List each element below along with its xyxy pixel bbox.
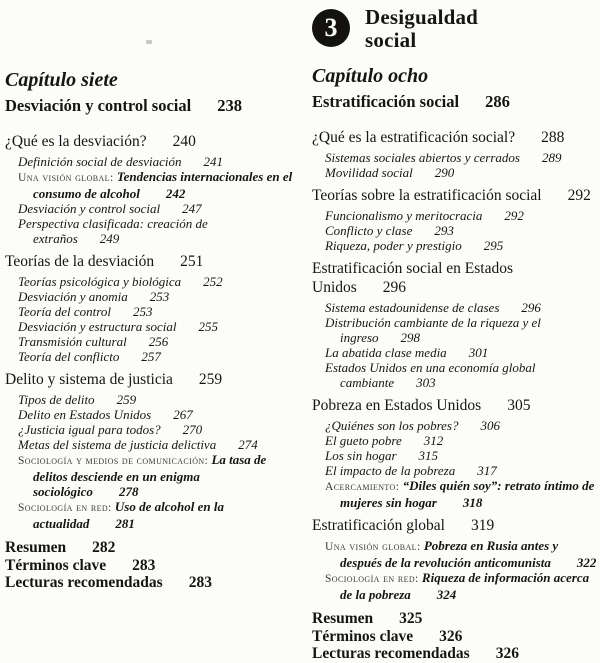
toc-entry-section: [312, 516, 598, 535]
entry-page-number: 292: [567, 187, 591, 204]
entry-page-number: 259: [198, 371, 223, 388]
entry-page-number: 296: [382, 279, 407, 296]
entry-title: El impacto de la pobreza: [325, 463, 456, 478]
entry-title: ¿Justicia igual para todos?: [18, 422, 161, 437]
toc-entry-sub: [312, 360, 598, 390]
entry-page-number: 257: [141, 349, 161, 364]
entry-title: El gueto pobre: [325, 433, 402, 448]
toc-entry-end: [5, 575, 294, 592]
entry-title: Desviación y control social: [5, 96, 192, 115]
toc-entry-feature: [5, 452, 294, 499]
entry-title: La tasa de delitos desciende en un enigma sociológico: [33, 452, 267, 499]
toc-entry-sub: [5, 319, 294, 334]
entry-title: Los sin hogar: [325, 448, 397, 463]
toc-entry-feature: [5, 499, 294, 531]
toc-entry-section: [5, 252, 294, 271]
toc-entry-feature: [5, 169, 294, 201]
toc-entry-end: [5, 558, 294, 575]
part-number-badge: [312, 9, 350, 47]
feature-label: Una visión global:: [18, 172, 117, 184]
entry-title: Teorías psicológica y biológica: [18, 274, 182, 289]
entry-title: Lecturas recomendadas: [5, 574, 163, 591]
entry-page-number: 267: [173, 407, 193, 422]
toc-entry-sub: [5, 304, 294, 319]
entry-title: Perspectiva clasificada: creación de extraños: [18, 216, 208, 246]
entry-page-number: 295: [483, 238, 504, 253]
toc-entry-sub: [5, 349, 294, 364]
entry-page-number: 259: [116, 392, 137, 407]
entry-title: Metas del sistema de justicia delictiva: [18, 437, 217, 452]
entry-title: Resumen: [312, 610, 374, 627]
entry-title: Distribución cambiante de la riqueza y el ingreso: [325, 315, 541, 345]
entry-page-number: 283: [188, 574, 212, 591]
toc-entry-end: [312, 611, 598, 628]
toc-entry-sub: [312, 418, 598, 433]
entry-page-number: 326: [495, 645, 519, 662]
entry-title: Delito en Estados Unidos: [18, 407, 152, 422]
entry-title: Pobreza en Rusia antes y después de la revolución anticomunista: [340, 538, 559, 570]
toc-entry-sub: [5, 407, 294, 422]
toc-entry-section: [312, 396, 598, 415]
entry-title: Transmisión cultural: [18, 334, 127, 349]
entry-page-number: 274: [238, 437, 258, 452]
entry-title: La abatida clase media: [325, 345, 447, 360]
entry-page-number: 298: [400, 330, 421, 345]
entry-title: Definición social de desviación: [18, 154, 182, 169]
entry-page-number: 296: [521, 300, 541, 315]
entry-title: Lecturas recomendadas: [312, 645, 470, 662]
entry-page-number: 278: [118, 484, 139, 499]
entry-page-number: 325: [399, 610, 423, 627]
entry-page-number: 290: [434, 165, 455, 180]
toc-entry-end: [312, 629, 598, 646]
entry-title: Uso de alcohol en la actualidad: [33, 499, 224, 531]
entry-page-number: 305: [507, 397, 531, 414]
feature-label: Sociología en red:: [18, 502, 115, 514]
chapter-7-label: Capítulo siete: [5, 69, 118, 91]
entry-title: Pobreza en Estados Unidos: [312, 397, 482, 414]
toc-entry-sub: [5, 201, 294, 216]
toc-entry-sub: [5, 274, 294, 289]
chapter-7-entries: [5, 96, 294, 592]
entry-page-number: 289: [541, 150, 562, 165]
entry-title: Conflicto y clase: [325, 223, 413, 238]
entry-page-number: 303: [416, 375, 436, 390]
entry-title: Teoría del conflicto: [18, 349, 120, 364]
toc-entry-section: [312, 186, 598, 205]
toc-entry-feature: [312, 478, 598, 510]
toc-entry-feature: [312, 538, 598, 570]
entry-page-number: 247: [182, 201, 202, 216]
entry-title: ¿Qué es la estratificación social?: [312, 129, 516, 146]
entry-page-number: 293: [434, 223, 454, 238]
scan-speck: [146, 40, 152, 44]
toc-entry-sub: [5, 216, 294, 246]
chapter-8-entries: [312, 92, 598, 663]
toc-entry-section: [312, 259, 598, 297]
entry-page-number: 319: [471, 517, 495, 534]
entry-title: Delito y sistema de justicia: [5, 371, 173, 388]
toc-entry-sub: [312, 315, 598, 345]
entry-page-number: 318: [462, 495, 483, 510]
toc-entry-section: [5, 132, 294, 151]
entry-page-number: 292: [504, 208, 524, 223]
entry-title: Resumen: [5, 539, 67, 556]
entry-page-number: 240: [172, 133, 196, 150]
entry-title: Teorías de la desviación: [5, 253, 155, 270]
entry-title: Desviación y anomia: [18, 289, 128, 304]
entry-page-number: 301: [468, 345, 489, 360]
toc-entry-sub: [312, 300, 598, 315]
entry-title: Movilidad social: [325, 165, 413, 180]
toc-entry-sub: [312, 208, 598, 223]
chapter-8-label: Capítulo ocho: [312, 65, 429, 87]
entry-page-number: 252: [203, 274, 223, 289]
entry-title: Tipos de delito: [18, 392, 95, 407]
entry-page-number: 251: [180, 253, 204, 270]
entry-page-number: 306: [480, 418, 500, 433]
entry-title: Sistemas sociales abiertos y cerrados: [325, 150, 520, 165]
entry-page-number: 270: [182, 422, 203, 437]
entry-title: Desviación y estructura social: [18, 319, 177, 334]
feature-label: Una visión global:: [325, 541, 424, 553]
toc-entry-sub: [312, 345, 598, 360]
entry-title: Estratificación global: [312, 517, 445, 534]
entry-page-number: 253: [132, 304, 153, 319]
entry-page-number: 288: [541, 129, 565, 146]
toc-entry-feature: [312, 570, 598, 602]
feature-label: Sociología en red:: [325, 573, 422, 585]
toc-entry-sub: [312, 223, 598, 238]
entry-title: “Diles quién soy”: retrato íntimo de mujeres sin hogar: [340, 478, 595, 510]
entry-page-number: 326: [439, 627, 463, 645]
entry-title: Desviación y control social: [18, 201, 161, 216]
entry-page-number: 253: [149, 289, 170, 304]
entry-page-number: 249: [99, 231, 120, 246]
entry-page-number: 312: [423, 433, 444, 448]
toc-entry-end: [5, 540, 294, 557]
entry-title: Sistema estadounidense de clases: [325, 300, 500, 315]
entry-page-number: 256: [148, 334, 169, 349]
toc-column-chapter-8: [300, 0, 600, 663]
entry-page-number: 317: [477, 463, 497, 478]
entry-page-number: 238: [217, 96, 242, 115]
entry-title: Riqueza de información acerca de la pobreza: [340, 570, 590, 602]
entry-title: Funcionalismo y meritocracia: [325, 208, 483, 223]
toc-entry-sub: [312, 165, 598, 180]
entry-title: Términos clave: [5, 556, 107, 574]
entry-title: Estratificación social: [312, 92, 460, 111]
entry-page-number: 322: [576, 555, 597, 570]
entry-page-number: 242: [165, 186, 186, 201]
entry-page-number: 282: [92, 539, 116, 556]
toc-entry-sub: [312, 433, 598, 448]
toc-entry-section: [312, 128, 598, 147]
entry-page-number: 286: [485, 92, 510, 111]
entry-title: Estratificación social en Estados Unidos: [312, 260, 514, 296]
toc-entry-sub: [312, 448, 598, 463]
part-title: Desigualdad social: [365, 5, 479, 52]
entry-title: Términos clave: [312, 627, 414, 645]
entry-page-number: 283: [132, 556, 156, 574]
entry-page-number: 255: [198, 319, 218, 334]
entry-title: Estados Unidos en una economía global cambiante: [325, 360, 536, 390]
entry-page-number: 241: [203, 154, 224, 169]
part-number: 3: [324, 13, 338, 42]
toc-entry-sub: [5, 422, 294, 437]
entry-title: Riqueza, poder y prestigio: [325, 238, 462, 253]
toc-entry-chapter: [5, 96, 294, 116]
entry-page-number: 324: [436, 587, 457, 602]
entry-title: ¿Qué es la desviación?: [5, 133, 147, 150]
entry-page-number: 281: [115, 516, 135, 531]
toc-entry-sub: [5, 437, 294, 452]
toc-entry-sub: [5, 154, 294, 169]
toc-entry-sub: [312, 463, 598, 478]
toc-entry-section: [5, 370, 294, 389]
toc-entry-sub: [5, 289, 294, 304]
entry-page-number: 315: [418, 448, 439, 463]
toc-entry-sub: [5, 392, 294, 407]
entry-title: ¿Quiénes son los pobres?: [325, 418, 459, 433]
feature-label: Sociología y medios de comunicación:: [18, 455, 212, 467]
entry-title: Teorías sobre la estratificación social: [312, 187, 542, 204]
entry-title: Teoría del control: [18, 304, 111, 319]
toc-entry-sub: [312, 238, 598, 253]
toc-entry-sub: [5, 334, 294, 349]
toc-entry-sub: [312, 150, 598, 165]
part-header: [312, 6, 598, 52]
toc-entry-chapter: [312, 92, 598, 112]
feature-label: Acercamiento:: [325, 481, 403, 493]
entry-title: Tendencias internacionales en el consumo de alcohol: [33, 169, 293, 201]
toc-entry-end: [312, 646, 598, 663]
